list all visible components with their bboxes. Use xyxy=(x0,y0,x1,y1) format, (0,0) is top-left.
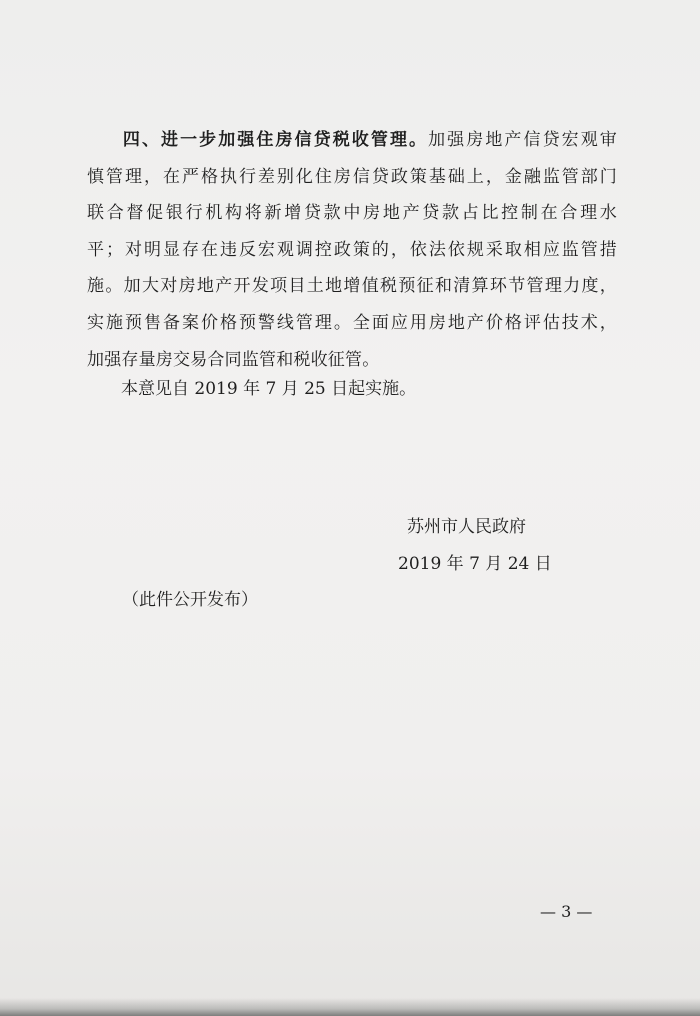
page-number: — 3 — xyxy=(540,902,593,921)
paragraph-line: 慎管理，在严格执行差别化住房信贷政策基础上，金融监管部门 xyxy=(87,166,617,187)
section-heading: 四、进一步加强住房信贷税收管理。 xyxy=(121,130,429,150)
paragraph-line: 加强存量房交易合同监管和税收征管。 xyxy=(87,349,380,370)
effective-date-statement: 本意见自 2019 年 7 月 25 日起实施。 xyxy=(121,379,417,399)
paragraph-line: 实施预售备案价格预警线管理。全面应用房地产价格评估技术， xyxy=(87,312,617,333)
publication-note: （此件公开发布） xyxy=(122,590,258,610)
issuing-authority: 苏州市人民政府 xyxy=(407,517,526,537)
paragraph-line: 施。加大对房地产开发项目土地增值税预征和清算环节管理力度， xyxy=(87,276,617,297)
section-four-paragraph xyxy=(87,122,617,378)
issue-date: 2019 年 7 月 24 日 xyxy=(398,554,552,574)
paragraph-line: 四、进一步加强住房信贷税收管理。加强房地产信贷宏观审 xyxy=(121,130,618,150)
paragraph-line: 联合督促银行机构将新增贷款中房地产贷款占比控制在合理水 xyxy=(87,203,617,224)
paragraph-line: 平；对明显存在违反宏观调控政策的，依法依规采取相应监管措 xyxy=(87,239,617,260)
page-edge-shadow xyxy=(0,998,700,1016)
